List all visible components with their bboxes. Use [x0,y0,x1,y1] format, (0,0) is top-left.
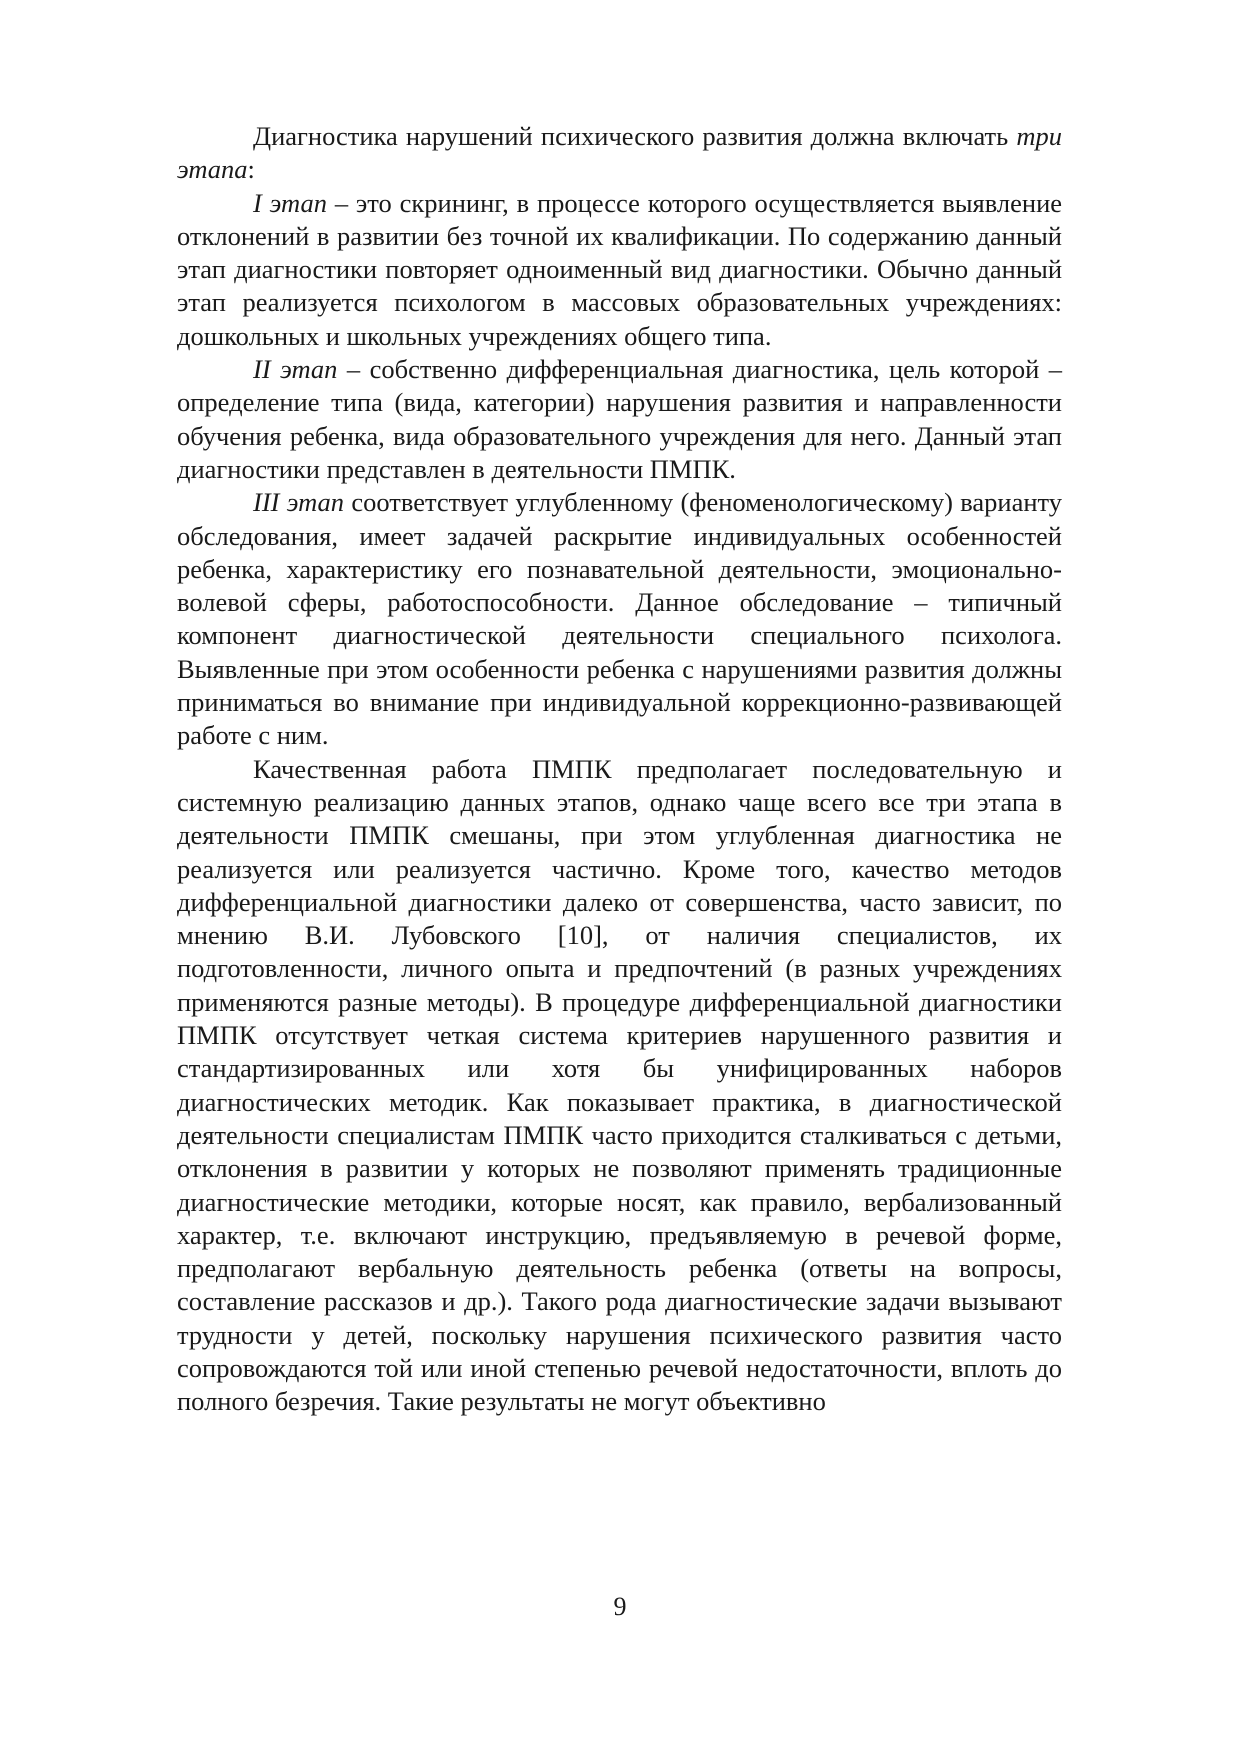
text-span: – собственно дифференциальная диагностика, цель которой – определение типа (вида, категории) нарушения развития и направленности обучения ребенка, вида образовательного учреждения для него. Данный этап диагностики представлен в деятельности ПМПК. [177,354,1062,484]
text-span: : [247,154,255,185]
italic-term: три этапа [177,121,1062,185]
italic-term: II этап [253,354,338,385]
page-number: 9 [613,1592,627,1621]
paragraph-stage-1 [177,187,1062,353]
paragraph-stage-3 [177,486,1062,752]
paragraph-quality [177,753,1062,1419]
text-span: – это скрининг, в процессе которого осуществляется выявление отклонений в развитии без точной их квалификации. По содержанию данный этап диагностики повторяет одноименный вид диагностики. Обычно данный этап реализуется психологом в массовых образовательных учреждениях: дошкольных и школьных учреждениях общего типа. [177,187,1063,351]
text-span: Качественная работа ПМПК предполагает последовательную и системную реализацию данных этапов, однако чаще всего все три этапа в деятельности ПМПК смешаны, при этом углубленная диагностика не реализуется или реализуется частично. Кроме того, качество методов дифференциальной диагностики далеко от совершенства, часто зависит, по мнению В.И. Лубовского [10], от наличия специалистов, их подготовленности, личного опыта и предпочтений (в разных учреждениях применяются разные методы). В процедуре дифференциальной диагностики ПМПК отсутствует четкая система критериев нарушенного развития и стандартизированных или хотя бы унифицированных наборов диагностических методик. Как показывает практика, в диагностической деятельности специалистам ПМПК часто приходится сталкиваться с детьми, отклонения в развитии у которых не позволяют применять традиционные диагностические методики, которые носят, как правило, вербализованный характер, т.е. включают инструкцию, предъявляемую в речевой форме, предполагают вербальную деятельность ребенка (ответы на вопросы, составление рассказов и др.). Такого рода диагностические задачи вызывают трудности у детей, поскольку нарушения психического развития часто сопровождаются той или иной степенью речевой недостаточности, вплоть до полного безречия. Такие результаты не могут объективно [177,753,1062,1417]
paragraph-stage-2 [177,353,1062,486]
body-text [177,120,1062,1419]
paragraph-intro [177,120,1062,187]
text-span: соответствует углубленному (феноменологическому) варианту обследования, имеет задачей раскрытие индивидуальных особенностей ребенка, характеристику его познавательной деятельности, эмоционально-волевой сферы, работоспособности. Данное обследование – типичный компонент диагностической деятельности специального психолога. Выявленные при этом особенности ребенка с нарушениями развития должны приниматься во внимание при индивидуальной коррекционно-развивающей работе с ним. [177,487,1062,751]
text-span: Диагностика нарушений психического развития должна включать [253,121,1017,151]
italic-term: III этап [253,487,345,518]
italic-term: I этап [253,187,327,218]
